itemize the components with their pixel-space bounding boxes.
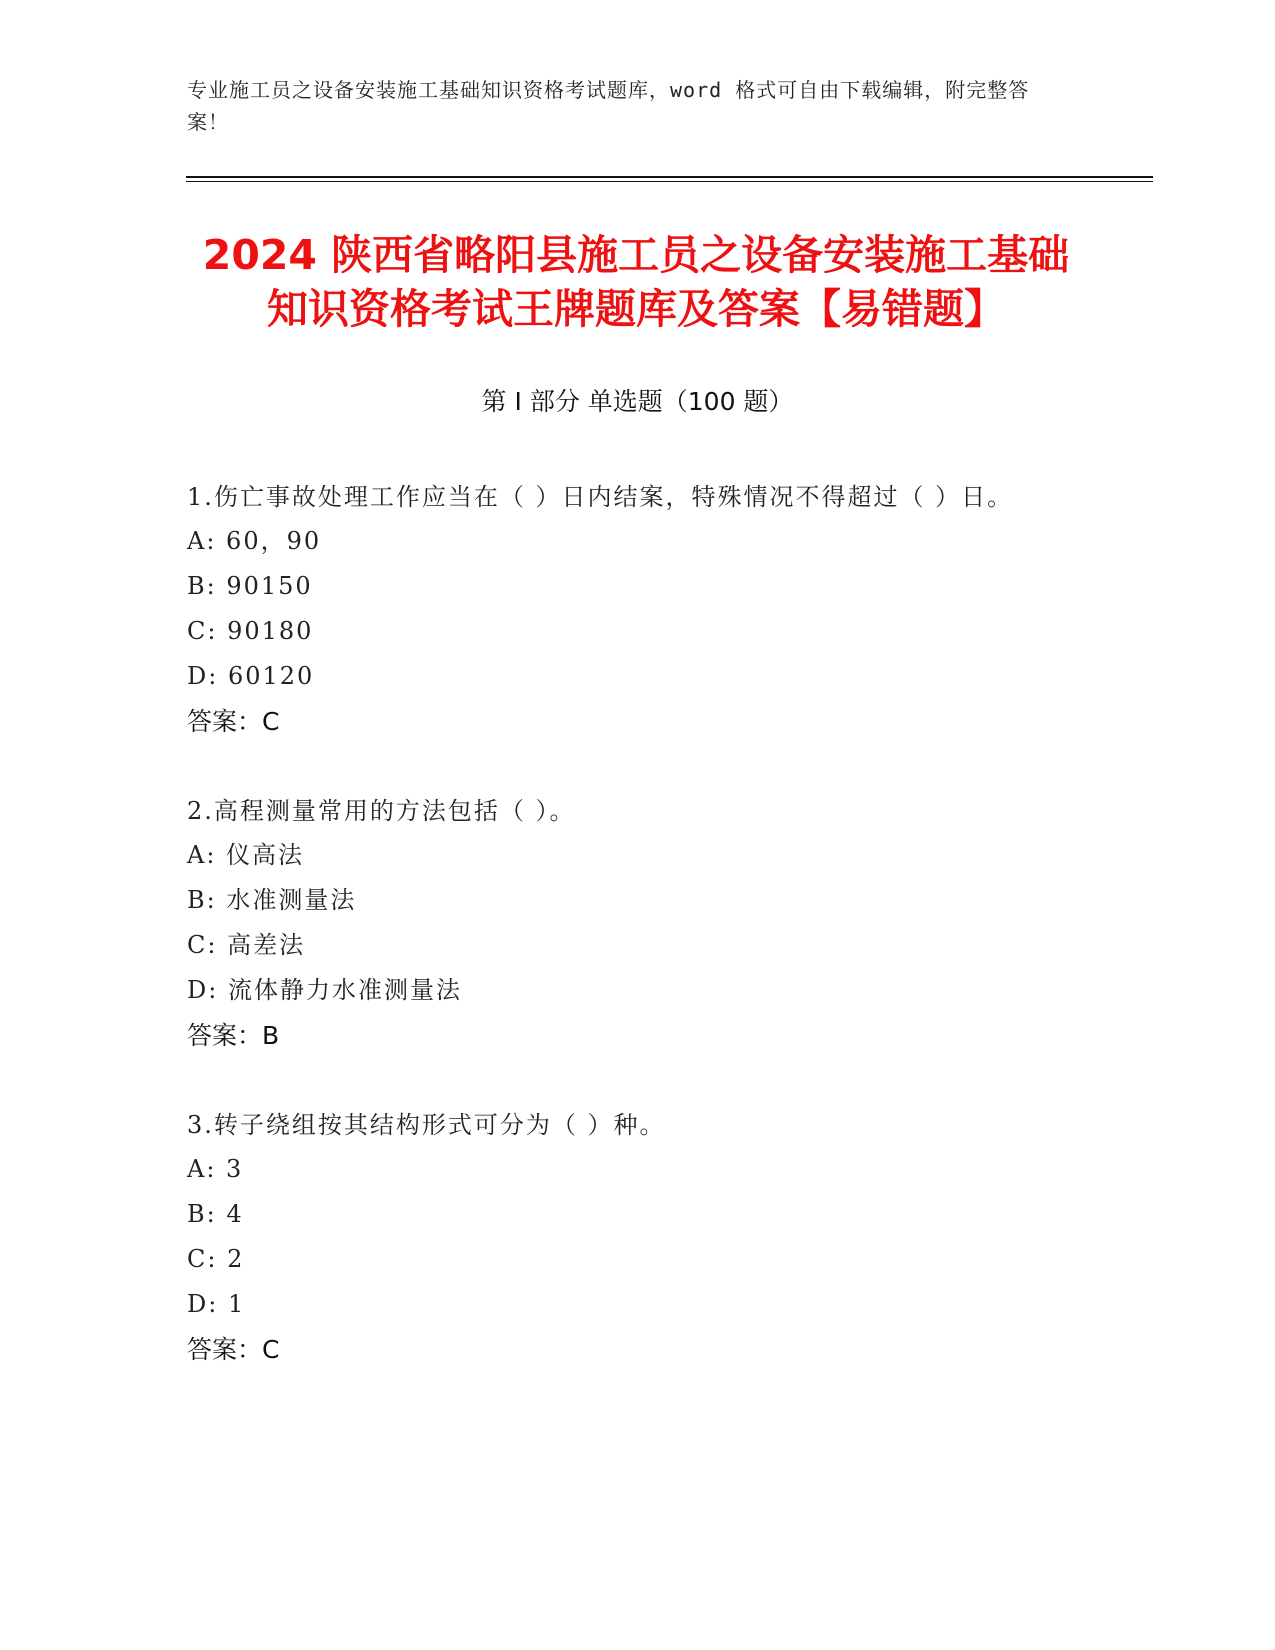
- question-3: [187, 1104, 1067, 1372]
- option-c: C: 90180: [187, 617, 314, 645]
- header-divider: [186, 176, 1153, 178]
- answer: 答案：B: [187, 1021, 280, 1050]
- option-d: D: 1: [187, 1290, 246, 1318]
- option-b: B: 90150: [187, 572, 313, 600]
- option-a: A: 60，90: [187, 527, 322, 555]
- option-c: C: 高差法: [187, 931, 306, 959]
- question-stem: 3.转子绕组按其结构形式可分为（ ）种。: [187, 1111, 666, 1139]
- option-a: A: 3: [187, 1155, 244, 1183]
- option-d: D: 60120: [187, 662, 315, 690]
- question-list: [187, 476, 1067, 1418]
- question-stem: 2.高程测量常用的方法包括（ ）。: [187, 797, 576, 825]
- option-a: A: 仪高法: [187, 841, 305, 869]
- document-title: 2024 陕西省略阳县施工员之设备安装施工基础知识资格考试王牌题库及答案【易错题】: [202, 231, 1070, 333]
- question-1: [187, 476, 1067, 744]
- header-divider-thin: [186, 181, 1153, 182]
- section-title: 第 I 部分 单选题（100 题）: [481, 387, 794, 416]
- header-note: 专业施工员之设备安装施工基础知识资格考试题库，word 格式可自由下载编辑，附完整答案！: [187, 78, 1030, 134]
- option-b: B: 水准测量法: [187, 886, 357, 914]
- question-stem: 1.伤亡事故处理工作应当在（ ）日内结案，特殊情况不得超过（ ）日。: [187, 483, 1014, 511]
- option-c: C: 2: [187, 1245, 245, 1273]
- answer: 答案：C: [187, 1335, 280, 1364]
- option-b: B: 4: [187, 1200, 244, 1228]
- option-d: D: 流体静力水准测量法: [187, 976, 462, 1004]
- question-2: [187, 790, 1067, 1058]
- answer: 答案：C: [187, 707, 280, 736]
